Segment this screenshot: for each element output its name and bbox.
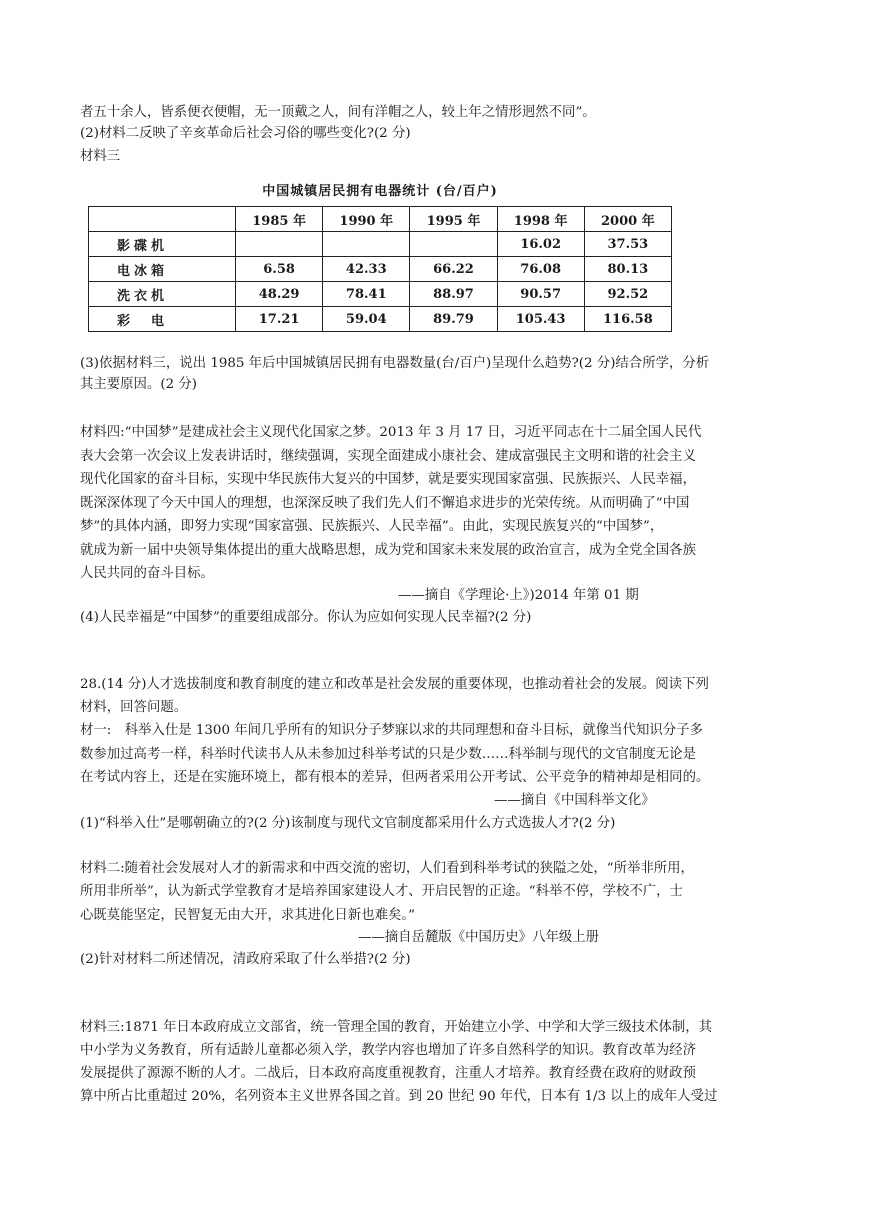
table-row [89, 257, 672, 282]
table-cell: 17.21 [236, 307, 323, 332]
table-cell: 90.57 [497, 282, 584, 307]
material-4-source: ——摘自《学理论·上》)2014 年第 01 期 [398, 588, 639, 603]
question-2: (2)针对材料二所述情况，清政府采取了什么举措?(2 分) [80, 952, 411, 967]
question-1: (1)“科举入仕”是哪朝确立的?(2 分)该制度与现代文官制度都采用什么方式选拔人才?(2 分) [80, 816, 616, 831]
table-cell: 78.41 [323, 282, 410, 307]
table-header-cell: 1985 年 [236, 207, 323, 232]
table-cell: 116.58 [584, 307, 671, 332]
appliance-table [88, 180, 672, 348]
material-2-line: 心既莫能坚定，民智复无由大开，求其进化日新也难矣。” [80, 908, 415, 923]
material-3-line: 中小学为义务教育，所有适龄儿童都必须入学，教学内容也增加了许多自然科学的知识。教育改革为经济 [80, 1043, 696, 1058]
table-row [89, 307, 672, 332]
question-4: (4)人民幸福是“中国梦”的重要组成部分。你认为应如何实现人民幸福?(2 分) [80, 610, 532, 625]
table-cell: 48.29 [236, 282, 323, 307]
material-2-line: 材料二:随着社会发展对人才的新需求和中西交流的密切，人们看到科举考试的狭隘之处，“所举非所用， [80, 861, 694, 876]
table-cell [323, 232, 410, 257]
table-header-cell [89, 207, 236, 232]
table-cell: 6.58 [236, 257, 323, 282]
table-cell: 37.53 [584, 232, 671, 257]
text-line: 者五十余人，皆系便衣便帽，无一顶戴之人，间有洋帽之人，较上年之情形迥然不同”。 [80, 105, 596, 120]
table-cell: 80.13 [584, 257, 671, 282]
table-cell: 42.33 [323, 257, 410, 282]
question-3: (3)依据材料三，说出 1985 年后中国城镇居民拥有电器数量(台/百户)呈现什么趋势?(2 分)结合所学，分析 [80, 356, 710, 371]
table-cell: 105.43 [497, 307, 584, 332]
table-cell: 59.04 [323, 307, 410, 332]
table-cell: 76.08 [497, 257, 584, 282]
table-cell: 89.79 [410, 307, 497, 332]
table-title: 中国城镇居民拥有电器统计 (台/百户) [262, 184, 498, 199]
material-4-line: 表大会第一次会议上发表讲话时，继续强调，实现全面建成小康社会、建成富强民主文明和谐的社会主义 [80, 449, 696, 464]
table-header-cell: 1998 年 [497, 207, 584, 232]
table-cell [236, 232, 323, 257]
material-1-line: 数参加过高考一样，科举时代读书人从未参加过科举考试的只是少数……科举制与现代的文官制度无论是 [80, 747, 696, 762]
table-row [89, 232, 672, 257]
row-label: 电冰箱 [89, 257, 236, 282]
material-3-line: 算中所占比重超过 20%，名列资本主义世界各国之首。到 20 世纪 90 年代，日本有 1/3 以上的成年人受过 [80, 1089, 718, 1104]
material-1-source: ——摘自《中国科举文化》 [494, 793, 655, 808]
table-header-cell: 1995 年 [410, 207, 497, 232]
appliance-data-table [88, 206, 672, 332]
table-header-cell: 1990 年 [323, 207, 410, 232]
material-1-line: 材一: 科举入仕是 1300 年间几乎所有的知识分子梦寐以求的共同理想和奋斗目标，就像当代知识分子多 [80, 723, 703, 738]
material-4-line: 材料四:“中国梦”是建成社会主义现代化国家之梦。2013 年 3 月 17 日，习近平同志在十二届全国人民代 [80, 425, 702, 440]
material-2-source: ——摘自岳麓版《中国历史》八年级上册 [358, 930, 600, 945]
question-2-prev: (2)材料二反映了辛亥革命后社会习俗的哪些变化?(2 分) [80, 126, 411, 141]
material-3-heading: 材料三 [80, 149, 121, 164]
table-cell: 92.52 [584, 282, 671, 307]
material-3-line: 发展提供了源源不断的人才。二战后，日本政府高度重视教育，注重人才培养。教育经费在政府的财政预 [80, 1066, 696, 1081]
row-label: 彩 电 [89, 307, 236, 332]
table-cell: 66.22 [410, 257, 497, 282]
material-4-line: 人民共同的奋斗目标。 [80, 566, 214, 581]
table-cell [410, 232, 497, 257]
question-3-cont: 其主要原因。(2 分) [80, 377, 197, 392]
material-3-line: 材料三:1871 年日本政府成立文部省，统一管理全国的教育，开始建立小学、中学和大学三级技术体制，其 [80, 1020, 713, 1035]
question-28: 28.(14 分)人才选拔制度和教育制度的建立和改革是社会发展的重要体现，也推动着社会的发展。阅读下列 [80, 677, 709, 692]
table-row [89, 282, 672, 307]
material-4-line: 梦”的具体内涵，即努力实现“国家富强、民族振兴、人民幸福”。由此，实现民族复兴的“中国梦”， [80, 519, 664, 534]
material-4-line: 既深深体现了今天中国人的理想，也深深反映了我们先人们不懈追求进步的光荣传统。从而明确了“中国 [80, 496, 690, 511]
row-label: 洗衣机 [89, 282, 236, 307]
material-4-line: 现代化国家的奋斗目标，实现中华民族伟大复兴的中国梦，就是要实现国家富强、民族振兴、人民幸福， [80, 472, 696, 487]
material-1-line: 在考试内容上，还是在实施环境上，都有根本的差异，但两者采用公开考试、公平竞争的精神却是相同的。 [80, 770, 710, 785]
material-2-line: 所用非所举”，认为新式学堂教育才是培养国家建设人才、开启民智的正途。“科举不停，学校不广，士 [80, 884, 683, 899]
row-label: 影碟机 [89, 232, 236, 257]
material-4-line: 就成为新一届中央领导集体提出的重大战略思想，成为党和国家未来发展的政治宣言，成为全党全国各族 [80, 543, 696, 558]
table-cell: 16.02 [497, 232, 584, 257]
table-header-cell: 2000 年 [584, 207, 671, 232]
question-28-cont: 材料，回答问题。 [80, 700, 188, 715]
table-cell: 88.97 [410, 282, 497, 307]
table-header-row [89, 207, 672, 232]
